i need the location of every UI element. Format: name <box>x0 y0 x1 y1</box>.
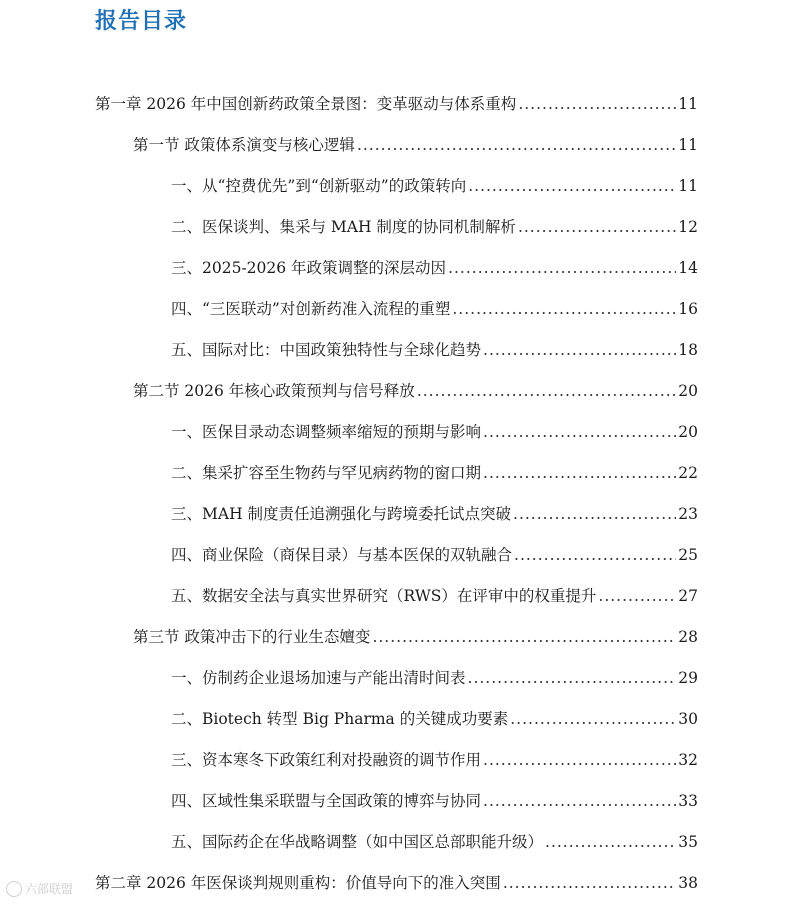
dot-leader <box>510 710 676 728</box>
toc-entry-label: 第二节 2026 年核心政策预判与信号释放 <box>133 382 415 400</box>
toc-entry[interactable] <box>171 338 698 362</box>
toc-entry-page: 12 <box>678 218 698 236</box>
toc-entry[interactable] <box>171 666 698 690</box>
dot-leader <box>483 423 676 441</box>
watermark <box>6 880 73 897</box>
toc-entry-label: 二、Biotech 转型 Big Pharma 的关键成功要素 <box>171 710 509 728</box>
toc-entry[interactable] <box>171 256 698 280</box>
toc-entry[interactable] <box>171 584 698 608</box>
dot-leader <box>357 136 676 154</box>
toc-entry-page: 27 <box>678 587 698 605</box>
dot-leader <box>452 300 676 318</box>
dot-leader <box>518 95 676 113</box>
dot-leader <box>545 833 676 851</box>
toc-entry-page: 14 <box>678 259 698 277</box>
toc-entry[interactable] <box>171 748 698 772</box>
toc-entry[interactable] <box>133 379 698 403</box>
toc-entry[interactable] <box>133 625 698 649</box>
toc-entry[interactable] <box>171 174 698 198</box>
toc-entry-label: 一、仿制药企业退场加速与产能出清时间表 <box>171 669 466 687</box>
toc-entry-page: 29 <box>678 669 698 687</box>
toc-entry-page: 16 <box>678 300 698 318</box>
toc-entry-label: 三、资本寒冬下政策红利对投融资的调节作用 <box>171 751 482 769</box>
toc-entry-page: 32 <box>678 751 698 769</box>
toc-entry[interactable] <box>95 871 698 895</box>
toc-entry-label: 三、2025-2026 年政策调整的深层动因 <box>171 259 447 277</box>
toc-entry-page: 23 <box>678 505 698 523</box>
toc-entry-label: 四、区域性集采联盟与全国政策的博弈与协同 <box>171 792 482 810</box>
toc-entry-label: 五、国际药企在华战略调整（如中国区总部职能升级） <box>171 833 544 851</box>
watermark-logo-icon <box>6 881 22 897</box>
dot-leader <box>514 546 676 564</box>
dot-leader <box>483 751 676 769</box>
toc-entry-label: 四、商业保险（商保目录）与基本医保的双轨融合 <box>171 546 513 564</box>
toc-entry[interactable] <box>171 543 698 567</box>
dot-leader <box>448 259 676 277</box>
toc-entry[interactable] <box>171 502 698 526</box>
toc-entry-page: 11 <box>678 177 698 195</box>
toc-entry[interactable] <box>95 92 698 116</box>
dot-leader <box>513 505 676 523</box>
toc-entry-label: 第二章 2026 年医保谈判规则重构：价值导向下的准入突围 <box>95 874 501 892</box>
toc-entry[interactable] <box>171 461 698 485</box>
dot-leader <box>468 669 677 687</box>
toc-entry-page: 11 <box>678 95 698 113</box>
toc-entry-page: 22 <box>678 464 698 482</box>
toc-entry-page: 33 <box>678 792 698 810</box>
watermark-text: 六部联盟 <box>25 882 74 896</box>
toc-entry-label: 五、国际对比：中国政策独特性与全球化趋势 <box>171 341 482 359</box>
toc-entry-label: 一、从“控费优先”到“创新驱动”的政策转向 <box>171 177 467 195</box>
dot-leader <box>503 874 676 892</box>
toc-entry[interactable] <box>171 789 698 813</box>
toc-entry-label: 五、数据安全法与真实世界研究（RWS）在评审中的权重提升 <box>171 587 597 605</box>
toc-entry-page: 38 <box>678 874 698 892</box>
toc-entry[interactable] <box>171 830 698 854</box>
toc-entry[interactable] <box>171 707 698 731</box>
toc-entry[interactable] <box>171 215 698 239</box>
toc-entry-page: 25 <box>678 546 698 564</box>
toc-entry-page: 20 <box>678 423 698 441</box>
toc-entry[interactable] <box>171 297 698 321</box>
dot-leader <box>483 792 676 810</box>
dot-leader <box>483 341 676 359</box>
toc-entry-label: 二、医保谈判、集采与 MAH 制度的协同机制解析 <box>171 218 516 236</box>
toc-entry-label: 第一章 2026 年中国创新药政策全景图：变革驱动与体系重构 <box>95 95 517 113</box>
toc-entry-label: 三、MAH 制度责任追溯强化与跨境委托试点突破 <box>171 505 512 523</box>
dot-leader <box>417 382 676 400</box>
dot-leader <box>518 218 676 236</box>
toc-entry-page: 18 <box>678 341 698 359</box>
toc-entry[interactable] <box>171 420 698 444</box>
dot-leader <box>483 464 676 482</box>
report-title: 报告目录 <box>95 9 188 34</box>
toc-entry-label: 二、集采扩容至生物药与罕见病药物的窗口期 <box>171 464 482 482</box>
toc-entry-label: 四、“三医联动”对创新药准入流程的重塑 <box>171 300 451 318</box>
toc-entry-label: 第三节 政策冲击下的行业生态嬗变 <box>133 628 371 646</box>
toc-entry-page: 20 <box>678 382 698 400</box>
dot-leader <box>468 177 676 195</box>
toc-entry[interactable] <box>133 133 698 157</box>
toc-entry-page: 28 <box>678 628 698 646</box>
toc-entry-label: 第一节 政策体系演变与核心逻辑 <box>133 136 355 154</box>
dot-leader <box>598 587 676 605</box>
toc-entry-label: 一、医保目录动态调整频率缩短的预期与影响 <box>171 423 482 441</box>
toc-entry-page: 30 <box>678 710 698 728</box>
toc-entry-page: 11 <box>678 136 698 154</box>
dot-leader <box>372 628 676 646</box>
toc-entry-page: 35 <box>678 833 698 851</box>
